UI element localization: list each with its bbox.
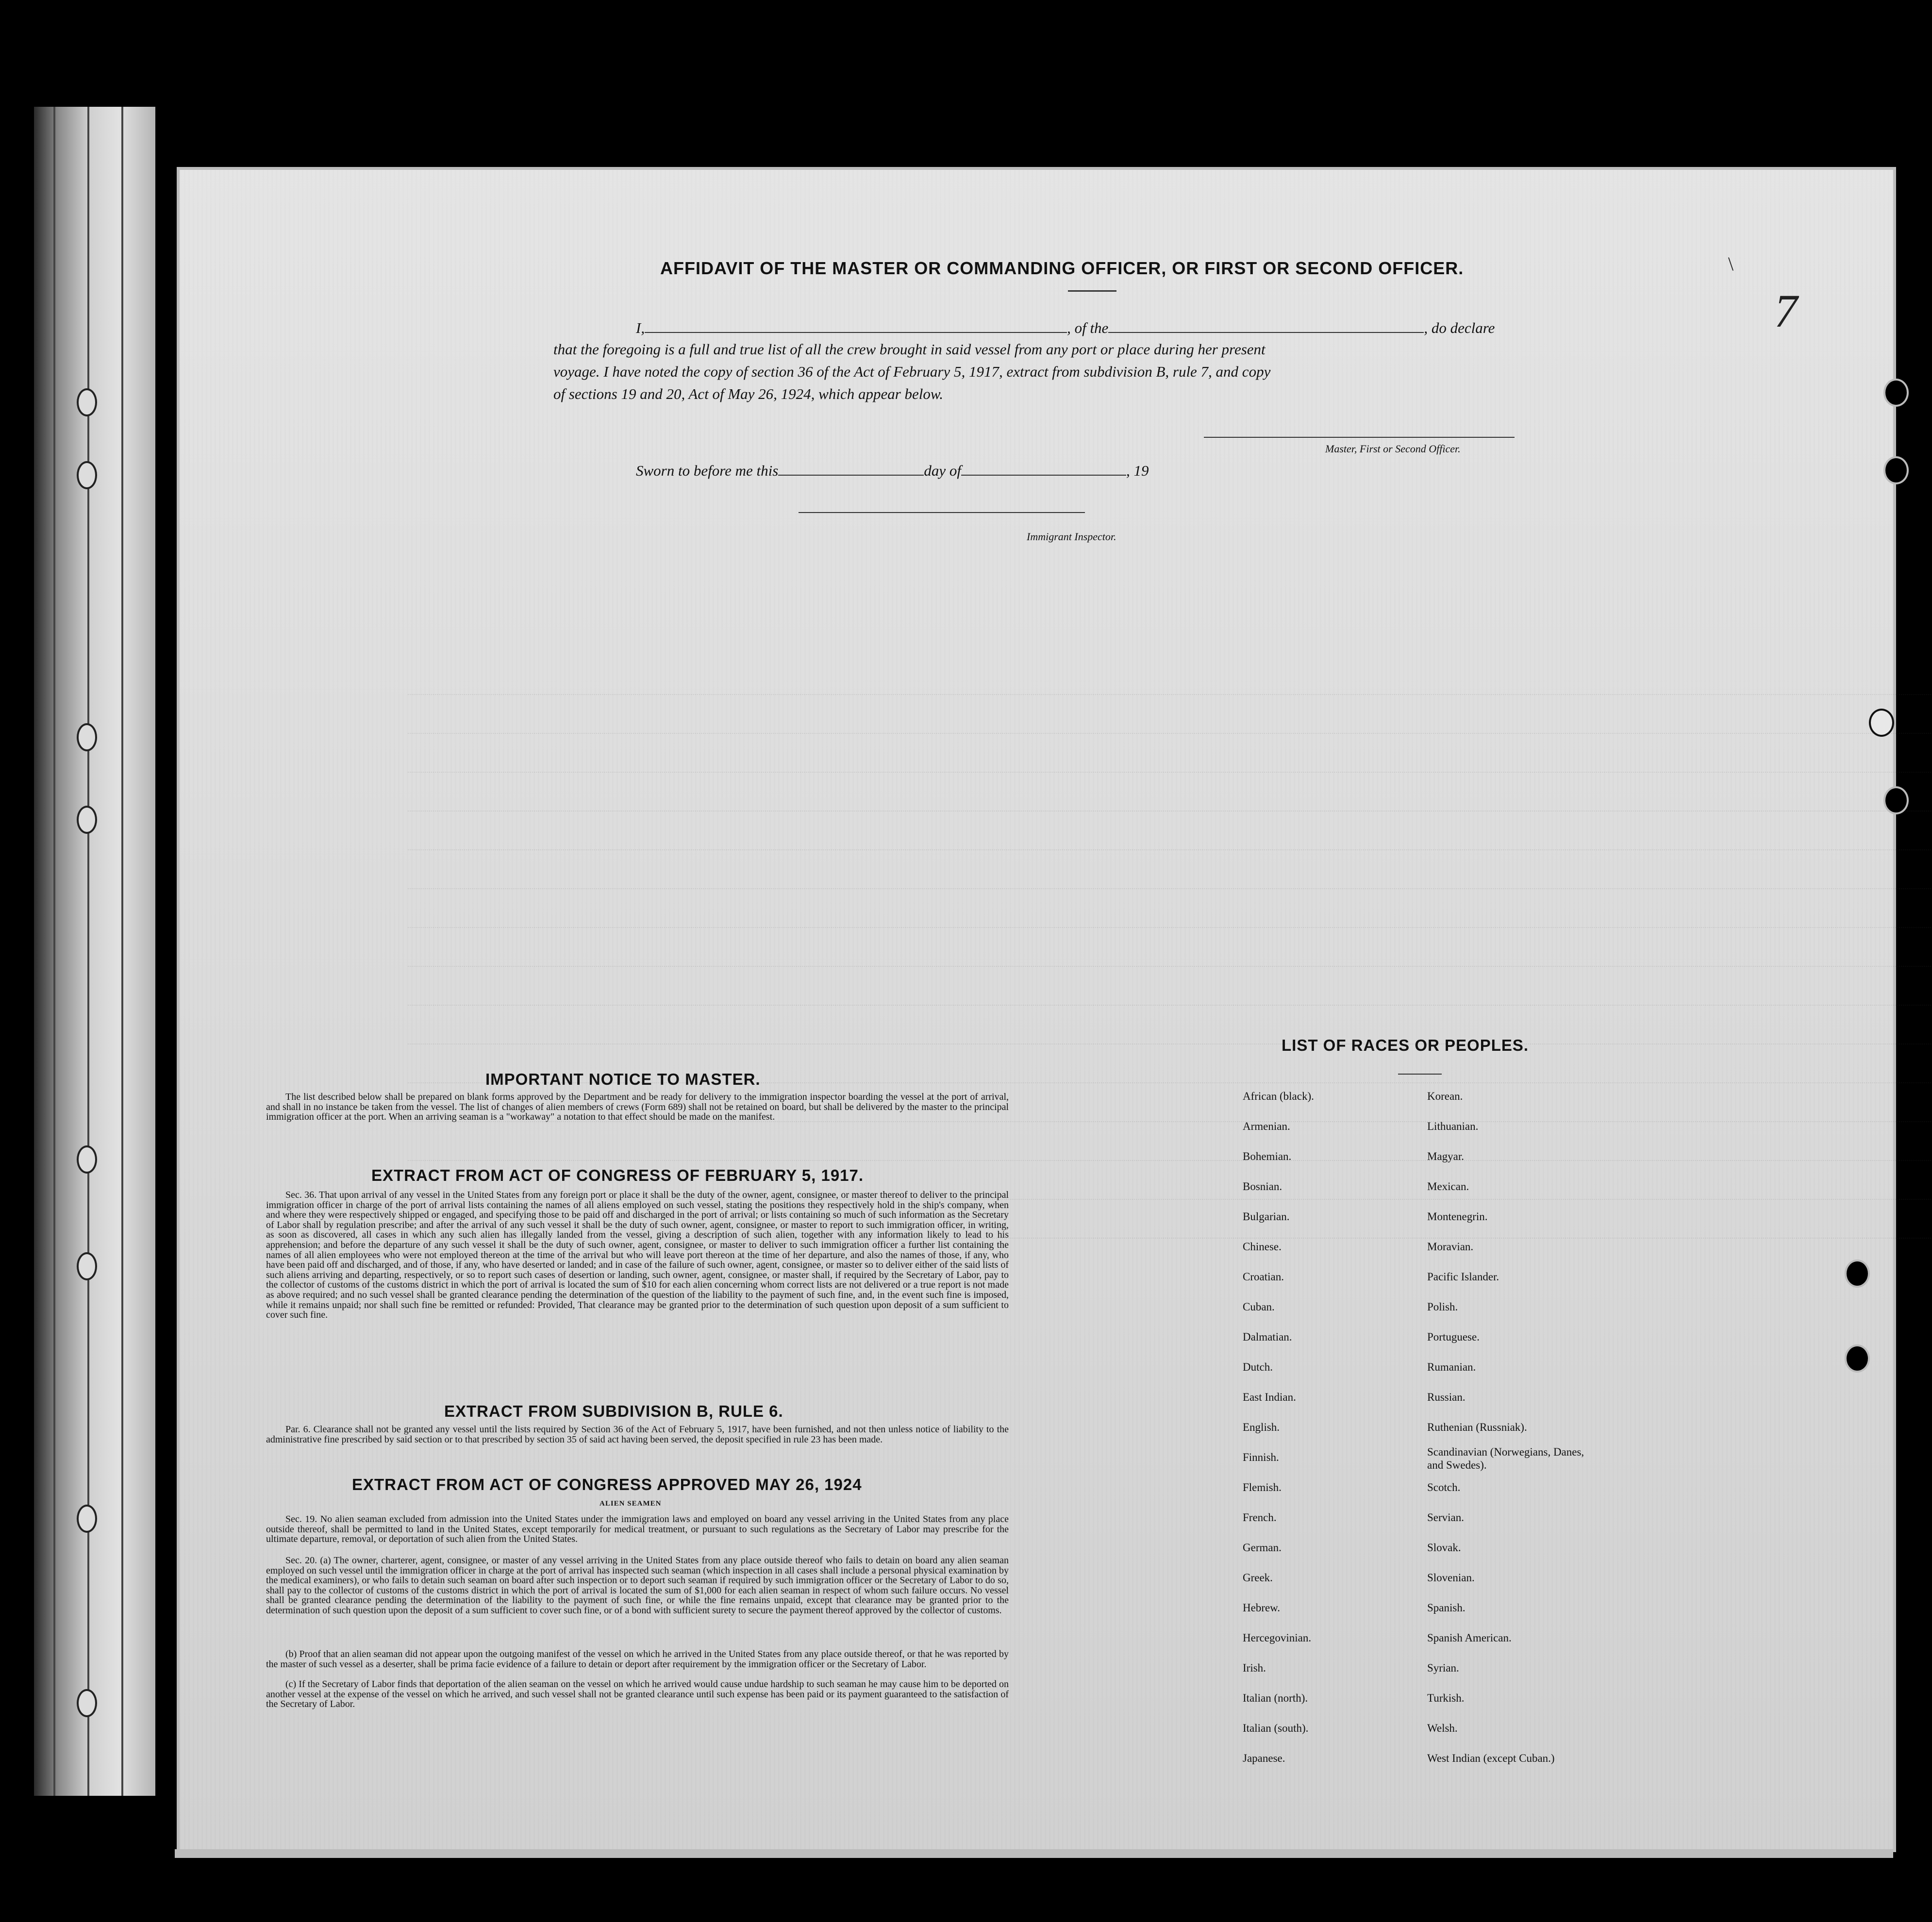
race-item: Lithuanian. [1427,1120,1479,1132]
race-item: Armenian. [1243,1120,1290,1132]
alien-seamen-subtitle: ALIEN SEAMEN [600,1500,662,1508]
race-item: Chinese. [1243,1241,1282,1253]
race-item: Scandinavian (Norwegians, Danes, and Swedes). [1427,1446,1584,1471]
race-item: German. [1243,1541,1282,1554]
race-item: Bulgarian. [1243,1210,1290,1223]
race-item: Italian (south). [1243,1722,1309,1734]
month-blank [961,461,1126,476]
binder-strip [34,107,155,1796]
race-item: Hercegovinian. [1243,1632,1312,1644]
race-item: African (black). [1243,1090,1314,1102]
punch-hole [1883,379,1909,407]
race-item: Mexican. [1427,1180,1469,1193]
binder-hole [77,806,97,834]
race-item: Rumanian. [1427,1361,1476,1373]
race-item: Welsh. [1427,1722,1458,1734]
race-item: Hebrew. [1243,1602,1281,1614]
punch-hole [1845,1259,1870,1288]
sheet-number: 7 [1774,285,1798,337]
race-item: West Indian (except Cuban.) [1427,1752,1555,1764]
race-item: Dutch. [1243,1361,1273,1373]
notice-text: The list described below shall be prepared on blank forms approved by the Department and be ready for delivery to the immigration inspector boarding the vessel at the port of arrival, and shall in no instance be taken from the vessel. The list of changes of alien members of crews (Form 689) shall not be retained on board, but shall be delivered by the master to the principal immigration officer at the port. When an arriving seaman is a "workaway" a notation to that effect should be made on the manifest. [266,1092,1009,1123]
race-item: East Indian. [1243,1391,1296,1403]
binder-hole [77,1252,97,1280]
of-the-label: , of the [1067,319,1109,336]
binder-hole [77,1505,97,1533]
race-item: Japanese. [1243,1752,1285,1764]
binder-hole [77,723,97,751]
race-item: Turkish. [1427,1692,1465,1704]
day-of-label: day of [924,462,961,479]
sworn-line [636,461,1149,480]
race-item: Portuguese. [1427,1331,1480,1343]
sec-20c-text: (c) If the Secretary of Labor finds that deportation of the alien seaman on the vessel on which he arrived would cause undue hardship to such seaman he may cause him to be deported on another vessel at the expense of the vessel on which he arrived, and such vessel shall not be granted clearance until such expense has been paid or its payment guaranteed to the satisfaction of the Secretary of Labor. [266,1679,1009,1710]
day-blank [778,461,924,476]
sec-19-text: Sec. 19. No alien seaman excluded from admission into the United States under the immigration laws and employed on board any vessel arriving in the United States from any place outside thereof, shall be permitted to land in the United States, except temporarily for medical treatment, or pursuant to such regulations as the Secretary of Labor may prescribe for the ultimate departure, removal, or deportation of such alien from the United States. [266,1514,1009,1545]
officer-name-blank [645,318,1067,333]
punch-hole [1883,456,1909,484]
race-item: Flemish. [1243,1481,1282,1493]
race-item: Magyar. [1427,1150,1465,1162]
vessel-name-blank [1108,318,1424,333]
binder-hole [77,388,97,416]
races-title-rule [1398,1074,1442,1075]
race-item: Italian (north). [1243,1692,1308,1704]
race-item: Greek. [1243,1572,1273,1584]
binder-edge [53,107,55,1796]
inspector-label: Immigrant Inspector. [1027,530,1116,543]
binder-hole [77,461,97,489]
title-rule [1068,290,1116,292]
notice-title: IMPORTANT NOTICE TO MASTER. [485,1070,761,1088]
extract-1917-text: Sec. 36. That upon arrival of any vessel in the United States from any foreign port or place it shall be the duty of the owner, agent, consignee, or master thereof to deliver to the principal immigration officer in charge of the port of arrival lists containing the names of all aliens employed on such vessel, stating the positions they respectively hold in the ship's company, when and where they were respectively shipped or engaged, and specifying those to be paid off and discharged in the port of arrival; or lists containing so much of such information as the Secretary of Labor shall by regulation prescribe; and after the arrival of any such vessel it shall be the duty of such owner, agent, consignee, or master to report to such immigration officer, in writing, as soon as discovered, all cases in which any such alien has illegally landed from the vessel, giving a description of such alien, together with any information likely to lead to his apprehension; and before the departure of any such vessel it shall be the duty of such owner, agent, consignee, or master to deliver to such immigration officer a further list containing the names of all alien employees who were not employed thereon at the time of the arrival but who will leave port thereon at the time of her departure, and also the names of those, if any, who have been paid off and discharged, and of those, if any, who have deserted or landed; and in case of the failure of such owner, agent, consignee, or master so to deliver either of the said lists of such aliens arriving and departing, respectively, or so to report such cases of desertion or landing, such owner, agent, consignee, or master shall, if required by the Secretary of Labor, pay to the collector of customs of the customs district in which the port of arrival is located the sum of $10 for each alien concerning whom correct lists are not delivered or a true report is not made as above required; and no such vessel shall be granted clearance pending the determination of the question of the liability to the payment of such fine, and, in the event such fine is imposed, while it remains unpaid; nor shall such fine be remitted or refunded: Provided, That clearance may be granted prior to the determination of such question upon deposit of a sum sufficient to cover such fine. [266,1190,1009,1321]
affidavit-title: AFFIDAVIT OF THE MASTER OR COMMANDING OFFICER, OR FIRST OR SECOND OFFICER. [660,258,1464,278]
race-item: Moravian. [1427,1241,1474,1253]
punch-hole [1845,1344,1870,1373]
statement-line-2: voyage. I have noted the copy of section 36 of the Act of February 5, 1917, extract from subdivision B, rule 7, and copy [553,363,1271,380]
race-item: Syrian. [1427,1662,1459,1674]
do-declare-label: , do declare [1424,319,1495,336]
sheet-lower-edge [175,1849,1893,1858]
race-item: French. [1243,1511,1277,1524]
race-item: Dalmatian. [1243,1331,1292,1343]
race-item: Spanish American. [1427,1632,1512,1644]
punch-hole [1883,786,1909,814]
race-item: Montenegrin. [1427,1210,1488,1223]
race-item: Irish. [1243,1662,1266,1674]
sworn-label: Sworn to before me this [636,462,779,479]
race-item: Korean. [1427,1090,1463,1102]
statement-line-1: that the foregoing is a full and true list of all the crew brought in said vessel from any port or place during her present [553,341,1266,358]
race-item: Ruthenian (Russniak). [1427,1421,1527,1433]
binder-edge [87,107,89,1796]
i-label: I, [636,319,645,336]
binder-edge [121,107,123,1796]
race-item: Russian. [1427,1391,1466,1403]
race-item: Bohemian. [1243,1150,1292,1162]
race-item: Slovenian. [1427,1572,1475,1584]
race-item: Finnish. [1243,1451,1279,1463]
rule-6-text: Par. 6. Clearance shall not be granted any vessel until the lists required by Section 36 of the Act of February 5, 1917, have been furnished, and not then unless notice of liability to the administrative fine prescribed by said section or to that prescribed by section 35 of said act having been served, the deposit specified in rule 23 has been made. [266,1424,1009,1445]
race-item: English. [1243,1421,1280,1433]
affidavit-line-1 [636,318,1495,337]
punch-hole [1869,709,1894,737]
binder-hole [77,1689,97,1717]
inspector-signature-line [799,512,1085,513]
race-item: Bosnian. [1243,1180,1282,1193]
race-item: Croatian. [1243,1271,1284,1283]
race-item: Scotch. [1427,1481,1461,1493]
extract-1924-title: EXTRACT FROM ACT OF CONGRESS APPROVED MAY 26, 1924 [352,1475,862,1493]
race-item: Servian. [1427,1511,1465,1524]
sec-20a-text: Sec. 20. (a) The owner, charterer, agent, consignee, or master of any vessel arriving in the United States from any place outside thereof who fails to detain on board any alien seaman employed on such vessel until the immigration officer in charge at the port of arrival has inspected such seaman (which inspection in all cases shall include a personal physical examination by the medical examiners), or who fails to detain such seaman on board after such inspection or to deport such seaman if required by such immigration officer or the Secretary of Labor to do so, shall pay to the collector of customs of the customs district in which the port of arrival is located the sum of $1,000 for each alien seaman in respect of whom such failure occurs. No vessel shall be granted clearance pending the determination of the liability to the payment of such fine, or while the fine remains unpaid, except that clearance may be granted prior to the determination of such question upon the deposit of a sum sufficient to cover such fine, or of a bond with sufficient surety to secure the payment thereof approved by the collector of customs. [266,1555,1009,1616]
master-signature-label: Master, First or Second Officer. [1325,443,1461,455]
sec-20b-text: (b) Proof that an alien seaman did not appear upon the outgoing manifest of the vessel on which he arrived in the United States from any place outside thereof, or that he was reported by the master of such vessel as a deserter, shall be prima facie evidence of a failure to detain or deport after requirement by the immigration officer or the Secretary of Labor. [266,1649,1009,1670]
race-item: Cuban. [1243,1301,1275,1313]
statement-line-3: of sections 19 and 20, Act of May 26, 1924, which appear below. [553,385,944,402]
race-item: Pacific Islander. [1427,1271,1499,1283]
binder-hole [77,1145,97,1174]
race-item: Spanish. [1427,1602,1466,1614]
race-item: Slovak. [1427,1541,1461,1554]
races-title: LIST OF RACES OR PEOPLES. [1282,1036,1529,1054]
tick-mark: \ [1728,253,1734,275]
race-item: Polish. [1427,1301,1458,1313]
extract-1917-title: EXTRACT FROM ACT OF CONGRESS OF FEBRUARY 5, 1917. [371,1166,864,1184]
master-signature-line [1204,437,1515,438]
rule-6-title: EXTRACT FROM SUBDIVISION B, RULE 6. [444,1402,783,1420]
year-prefix: , 19 [1126,462,1149,479]
